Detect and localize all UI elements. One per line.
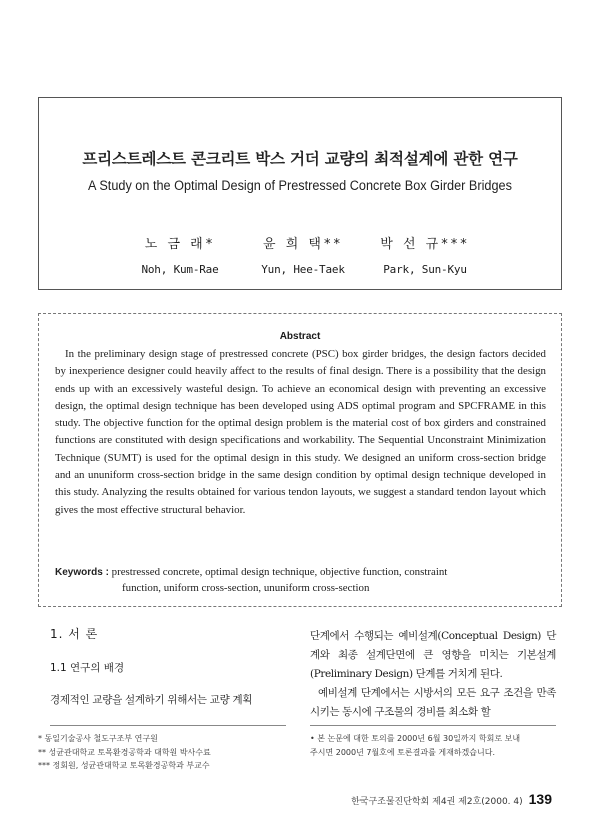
author-name-english: Noh, Kum-Rae xyxy=(141,263,219,276)
author-affiliations xyxy=(38,732,298,773)
author-name-english: Park, Sun-Kyu xyxy=(383,263,467,276)
footnote: *** 정회원, 성균관대학교 토목환경공학과 부교수 xyxy=(38,761,210,770)
abstract-text: In the preliminary design stage of prestressed concrete (PSC) box girder bridges, the design factors decided by inexperience designer could heavily affect to the results of final design. There is a possibility that the design ends up with an excessively wasteful design. To achieve an economical design with preventing an excessive design, the optimal design technique has been developed using ADS optimal program and SPCFRAME in this study. The objective function for the optimal design problem is the material cost of box girders and constrained functions are constituted with design specifications and workability. The Sequential Unconstraint Minimization Technique (SUMT) is used for the optimal design in this study. We designed an uniform cross-section bridge and an ununiform cross-section bridge in the same design condition by optimal design technique developed in this study. Analyzing the results obtained for various tendon layouts, we suggest a standard tendon layout which gives the most effective structural behavior. xyxy=(55,348,546,516)
author-name-english: Yun, Hee-Taek xyxy=(261,263,345,276)
keywords xyxy=(55,565,546,596)
journal-info: 한국구조물진단학회 제4권 제2호(2000. 4) xyxy=(351,797,523,807)
author-name-korean: 노 금 래* xyxy=(144,237,216,252)
keywords-line-1: prestressed concrete, optimal design technique, objective function, constraint xyxy=(111,566,448,578)
body-text-right xyxy=(310,627,556,722)
footnote-divider xyxy=(50,725,286,726)
author-1 xyxy=(115,233,245,276)
body-text-left: 경제적인 교량을 설계하기 위해서는 교량 계획 xyxy=(50,694,253,706)
keywords-label: Keywords : xyxy=(55,567,109,578)
author-name-korean: 윤 희 택** xyxy=(263,237,343,252)
paper-title-english: A Study on the Optimal Design of Prestressed Concrete Box Girder Bridges xyxy=(88,178,512,193)
footnote: • 본 논문에 대한 토의를 2000년 6월 30일까지 학회로 보내 xyxy=(310,734,521,743)
abstract-heading: Abstract xyxy=(279,331,321,342)
body-paragraph: 예비설계 단계에서는 시방서의 모든 요구 조건을 만족시키는 동시에 구조물의 경비를 최소화 할 xyxy=(310,687,556,718)
author-name-korean: 박 선 규*** xyxy=(380,237,470,252)
footnote-divider xyxy=(310,725,556,726)
page-footer xyxy=(351,791,552,807)
paper-title-korean: 프리스트레스트 콘크리트 박스 거더 교량의 최적설계에 관한 연구 xyxy=(82,150,518,168)
author-2 xyxy=(238,233,368,276)
keywords-line-2: function, uniform cross-section, ununiform cross-section xyxy=(122,581,370,594)
body-paragraph: 단계에서 수행되는 예비설계(Conceptual Design) 단계와 최종 설계단면에 큰 영향을 미치는 기본설계(Preliminary Design) 단계를 거치게 된다. xyxy=(310,630,556,680)
footnote: 주시면 2000년 7월호에 토론결과를 게재하겠습니다. xyxy=(310,747,495,757)
subsection-heading: 1.1 연구의 배경 xyxy=(50,662,125,674)
discussion-note xyxy=(310,732,556,759)
section-heading: 1. 서 론 xyxy=(50,627,99,641)
footnote: * 동일기술공사 철도구조부 연구원 xyxy=(38,734,158,743)
footnote: ** 성균관대학교 토목환경공학과 대학원 박사수료 xyxy=(38,747,211,757)
author-3 xyxy=(360,233,490,276)
page-number: 139 xyxy=(528,791,552,807)
